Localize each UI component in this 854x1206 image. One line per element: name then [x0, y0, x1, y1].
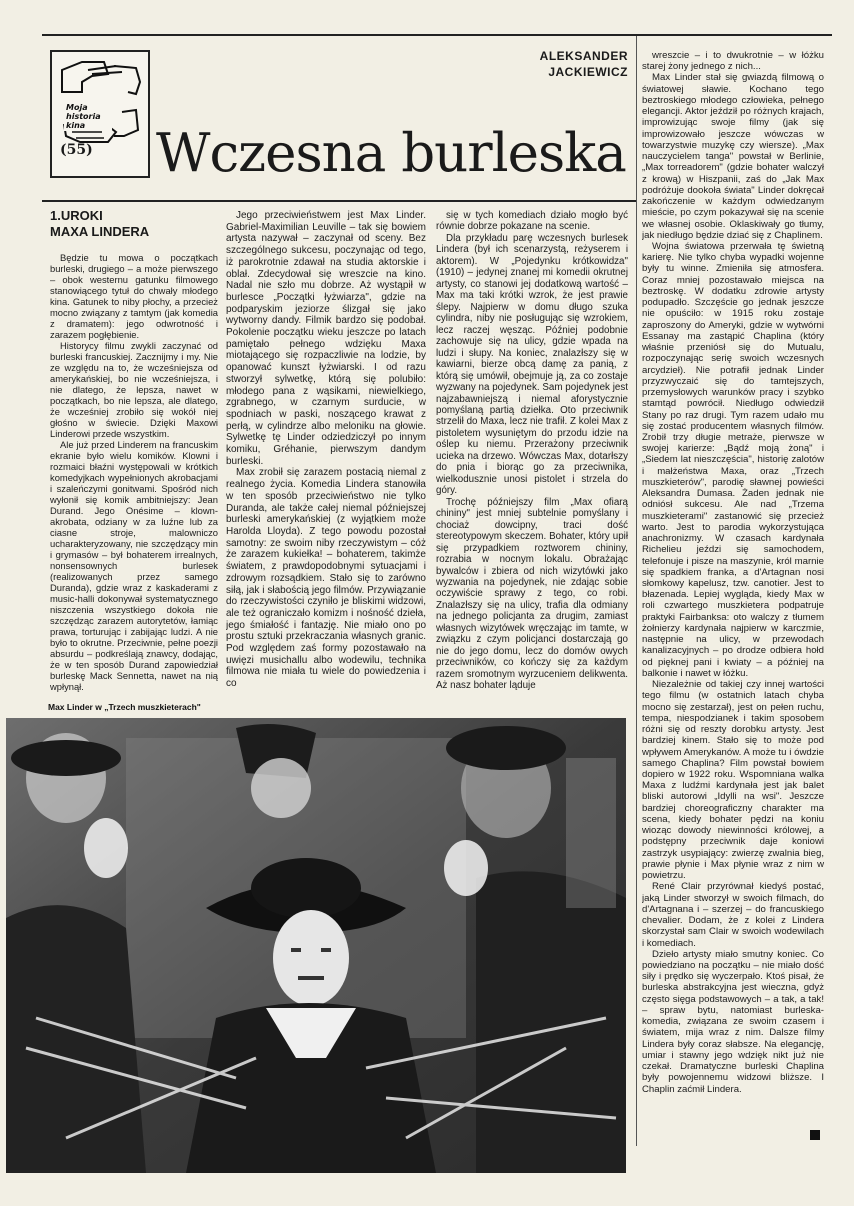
text-column-1 [50, 252, 218, 692]
author-name [500, 48, 628, 80]
end-of-article-mark [810, 1130, 820, 1140]
section-heading-line2: MAXA LINDERA [50, 224, 150, 239]
paragraph: Historycy filmu zwykli zaczynać od burleski francuskiej. Zacznijmy i my. Nie ze względu na to, że wcześniejsza od amerykańskiej, bo nie wcześniejsza, i nie dlatego, że lepsza, nawet w początkach, bo nie lepsza, ale dlatego, że wcześniej zrobiło się wokół niej głośno w świecie. Dzięki Maxowi Linderowi przede wszystkim. [50, 340, 218, 439]
author-last-name: JACKIEWICZ [548, 65, 628, 79]
column-divider [636, 36, 637, 1146]
paragraph: Niezależnie od takiej czy innej wartości tego filmu (w ostatnich latach chyba mocno się zestarzał), jest on pełen ruchu, tempa, niespodzianek i takim sposobem różni się od reszty dorobku artysty. Jest bardziej kinem. Stało się to może pod wpływem Amerykanów. A może tu i ówdzie samego Chaplina? Film powstał bowiem dopiero w 1922 roku. Wspomniana walka Maxa z ludźmi kardynała jest jak balet bliski autorowi „Idylli na wsi". Jeszcze bardziej choreograficzny charakter ma scena, kiedy bohater pędzi na koniu wioząc dowody niewinności królowej, a podstępny przeciwnik daje koniowi zastrzyk usypiający: zwierzę zwalnia bieg, prawie płynie i Max płynie wraz z nim w powietrzu. [642, 679, 824, 882]
author-first-name: ALEKSANDER [539, 49, 628, 63]
paragraph: się w tych komediach działo mogło być równie dobrze pokazane na scenie. [436, 210, 628, 233]
paragraph: Max Linder stał się gwiazdą filmową o światowej sławie. Kochano tego beztroskiego młodego człowieka, pełnego elegancji. Aktor jeździł po różnych krajach, improwizując swoje filmy (jak się improwizowało jeszcze wówczas w towarzystwie muzykę czy wiersze). „Max nauczycielem tanga" powstał w Berlinie, „Max torreadorem" (gdzie bohater walczył z krową) w Hiszpanii, zaś do „Jak Max podróżuje dookoła świata" Linder dokręcał zakończenie w każdym odwiedzanym mieście, po czym pokazywał się na scenie we własnej osobie. Oklaskiwały go tłumy, jak niedługo będzie dziać się z Chaplinem. [642, 72, 824, 241]
paragraph: René Clair przyrównał kiedyś postać, jaką Linder stworzył w swoich filmach, do d'Artagnana i – szerzej – do francuskiego chevalier. Dodam, że z kolei z Lindera skorzystał sam Clair w swoich wodewilach i komediach. [642, 881, 824, 949]
photo-caption: Max Linder w „Trzech muszkieterach" [48, 702, 201, 712]
paragraph: Będzie tu mowa o początkach burleski, drugiego – a może pierwszego – obok westernu gatunku filmowego stanowiącego tytuł do chwały młodego kina. Gatunek to niby płochy, a przecież mocno związany z tamtym (jak komedia z dramatem): jego odwrotność i zarazem pogłębienie. [50, 252, 218, 340]
paragraph: wreszcie – i to dwukrotnie – w łóżku starej żony jednego z nich... [642, 50, 824, 73]
series-logo [50, 50, 150, 178]
paragraph: Max zrobił się zarazem postacią niemal z realnego życia. Komedia Lindera stanowiła w ten sposób przeciwieństwo nie tylko Duranda, ale także całej niemal późniejszej burleski amerykańskiej (z wyjątkiem może Harolda Lloyda). Z tego powodu pozostał samotny: ze swoim niby rzeczywistym – cóż że zarazem kukiełka! – bohaterem, takimże światem, z prawdopodobnymi sytuacjami i zdrowym rozsądkiem. Stało się to zarówno siłą, jak i słabością jego filmów. Przywiązanie do rzeczywistości czyniło je bliskimi widzowi, ale też ograniczało komizm i nośność dzieła, jego śmiałość i fantazję. Nie miało ono po prostu sztuki przekraczania własnych granic. Pod względem zaś formy pozostawało na uwięzi musichallu albo wodewilu, technika filmowa nie miała tu wiele do powiedzenia i co [226, 467, 426, 690]
paragraph: Ale już przed Linderem na francuskim ekranie było wielu komików. Klowni i rozmaici błaźni występowali w krótkich komedyjkach wypełnionych akrobacjami i szaleńczymi gonitwami. Spośród nich wyłonił się komik ambitniejszy: Jean Durand. Jego Onésime – klown-akrobata, odziany w za luźne lub za ciasne stroje, malowniczo ucharakteryzowany, nie szczędzący min i grymasów – był bohaterem irrealnych, nonsensownych burlesek (realizowanych przez samego Duranda), gdzie wraz z kaskaderami z music-halli dokonywał systematycznego niszczenia wszystkiego dokoła nie szczędząc zarazem autorytetów, łamiąc prawa, torturując i zabijając ludzi. A nie było to okrutne. Przeciwnie, pełne poezji absurdu – podkreślają znawcy, dodając, że w ten sposób Durand zapowiedział burleskę Mack Sennetta, nawet na nią wpłynął. [50, 439, 218, 692]
paragraph: Dla przykładu parę wczesnych burlesek Lindera (był ich scenarzystą, reżyserem i aktorem). W „Pojedynku krótkowidza" (1910) – jedynej znanej mi komedii okrutnej artysty, co stanowi jej dodatkową wartość – Max ma taki krótki wzrok, że jest prawie ślepy. Najpierw w domu długo szuka cylindra, niby nie posługując się wzrokiem, lecz raczej węsząc. Później podobnie zachowuje się na ulicy, gdzie wpada na ludzi i słupy. Na koniec, znalazłszy się w kawiarni, bierze obcą damę za panią, z którą się umówił, obejmuje ją, za co zostaje wyzwany na pojedynek. Sam pojedynek jest najzabawniejszą i niemal aforystycznie pomyślaną partią dziełka. Oto przeciwnik strzelił do Maxa, lecz nie trafił. Z kolei Max z pistoletem wysuniętym do przodu idzie na oślep ku niemu. Przerażony przeciwnik ucieka na drzewo. Wówczas Max, dotarłszy do pnia i biorąc go za przeciwnika, wielkodusznie unosi pistolet i strzela do góry. [436, 232, 628, 497]
series-title: Moja historia kina [64, 102, 112, 131]
text-column-2 [226, 210, 426, 694]
paragraph: Wojna światowa przerwała tę świetną karierę. Nie tylko chyba wypadki wojenne były tu winne. Zmieniła się atmosfera. Coraz mniej pozostawało miejsca na beztroskę. W dodatku zdrowie artysty podupadło. Szczęście go jednak jeszcze nie opuściło: w 1915 roku zostaje zaproszony do Ameryki, gdzie w wytwórni Essanay ma zastąpić Chaplina (który właśnie przeniósł się do Mutualu, rozpoczynając serię swoich wczesnych arcydzieł). Nie potrafił jednak Linder przyzwyczaić się do tamtejszych, przemysłowych warunków pracy i szybko stamtąd powrócił. Niedługo odwiedził Stany po raz drugi. Tym razem udało mu się zostać producentem własnych filmów. Zrobił trzy długie metraże, pierwsze w swojej karierze: „Bądź moją żoną" i „Siedem lat nieszczęścia", historię zalotów i małżeństwa Maxa, oraz „Trzech muszkieterów", parodię sławnej powieści Aleksandra Dumasa. Żaden jednak nie odniósł sukcesu. Ale nad „Trzema muszkieterami" zastanowić się przecież warto. Jest to parodia wykorzystująca anachronizmy. W czasach kardynała Richelieu jeździ się samochodem, telefonuje i pisze na maszynie, król marnie się spadkiem franka, a d'Artagnan nosi słomkowy kapelusz, tzw. canotier. Jest to błazenada. Lepiej wygląda, kiedy Max w roli czwartego muszkietera podpatruje praktyki Fairbanksa: oto walczy z tłumem żołnierzy kardynała najpierw w karczmie, następnie na ulicy, w przewodach kanalizacyjnych – po drodze odbiera hołd od pięknej pani i kwiaty – a później na balkonie i nawet w łóżku. [642, 240, 824, 679]
article-title: Wczesna burleska [156, 123, 626, 184]
film-still-photo [6, 718, 626, 1173]
paragraph: Jego przeciwieństwem jest Max Linder. Gabriel-Maximilian Leuville – tak się bowiem artysta nazywał – zaczynał od sceny. Bez szczególnego sukcesu, poczynając od tego, iż parokrotnie zdawał na studia aktorskie i oblał. Zdecydował się wreszcie na kino. Nadal nie szło mu dobrze. Aż wystąpił w burlesce „Początki łyżwiarza", gdzie na podparyskim jeziorze ślizgał się jako wytworny dandy. Filmik bardzo się podobał. Pokolenie początku wieku jeszcze po latach pamiętało pełnego wdzięku Maxa miotającego się rozpaczliwie na lodzie, by opanować kunszt łyżwiarski. I od razu stworzył sylwetkę, którą się polubiło: młodego pana z wąsikami, niewielkiego, zgrabnego, w czarnym surducie, w spodniach w paski, noszącego krawat z perłą, w cylindrze albo meloniku na głowie. Sylwetkę tę Linder odziedziczył po innym komiku, Gréhanie, pierwszym dandym burleski. [226, 210, 426, 467]
section-heading [50, 208, 210, 240]
text-column-4 [642, 50, 824, 1140]
paragraph: Dzieło artysty miało smutny koniec. Co powiedziano na początku – nie miało dość siły i prędko się wyczerpało. Ktoś pisał, że burleska abstrakcyjna jest wieczna, gdyż często sięga podstawowych – a tak, a tak! – spraw bytu, natomiast burleska-komedia, związana ze swoim czasem i światem, mija wraz z nim. Dalsze filmy Lindera były coraz słabsze. Na elegancję, umiar i stawny jego wdzięk nikt już nie czekał. Dramatyczne burleski Chaplina były powojennemu widzowi bliższe. I Chaplin zaćmił Lindera. [642, 948, 824, 1095]
series-number: (55) [60, 142, 93, 158]
paragraph: Trochę późniejszy film „Max ofiarą chininy" jest mniej subtelnie pomyślany i chociaż dowcipny, traci dość stereotypowym skeczem. Bohater, który upił się przypadkiem roztworem chininy, rozrabia w nocnym lokalu. Obrażając bywalców i zbiera od nich wizytówki jako wyzwania na pojedynek, nie zdając sobie oczywiście sprawy z tego, co robi. Znalazłszy się na ulicy, trafia dla odmiany na jednego policjanta za drugim, zamiast własnych wizytówek wręczając im tamte, w związku z czym policjanci dostarczają go nie do jego domu, lecz do domów owych przeciwników, co kończy się za każdym razem sromotnym wyrzuceniem delikwenta. Aż nasz bohater ląduje [436, 496, 628, 692]
section-heading-line1: 1.UROKI [50, 208, 103, 223]
text-column-3 [436, 210, 628, 710]
